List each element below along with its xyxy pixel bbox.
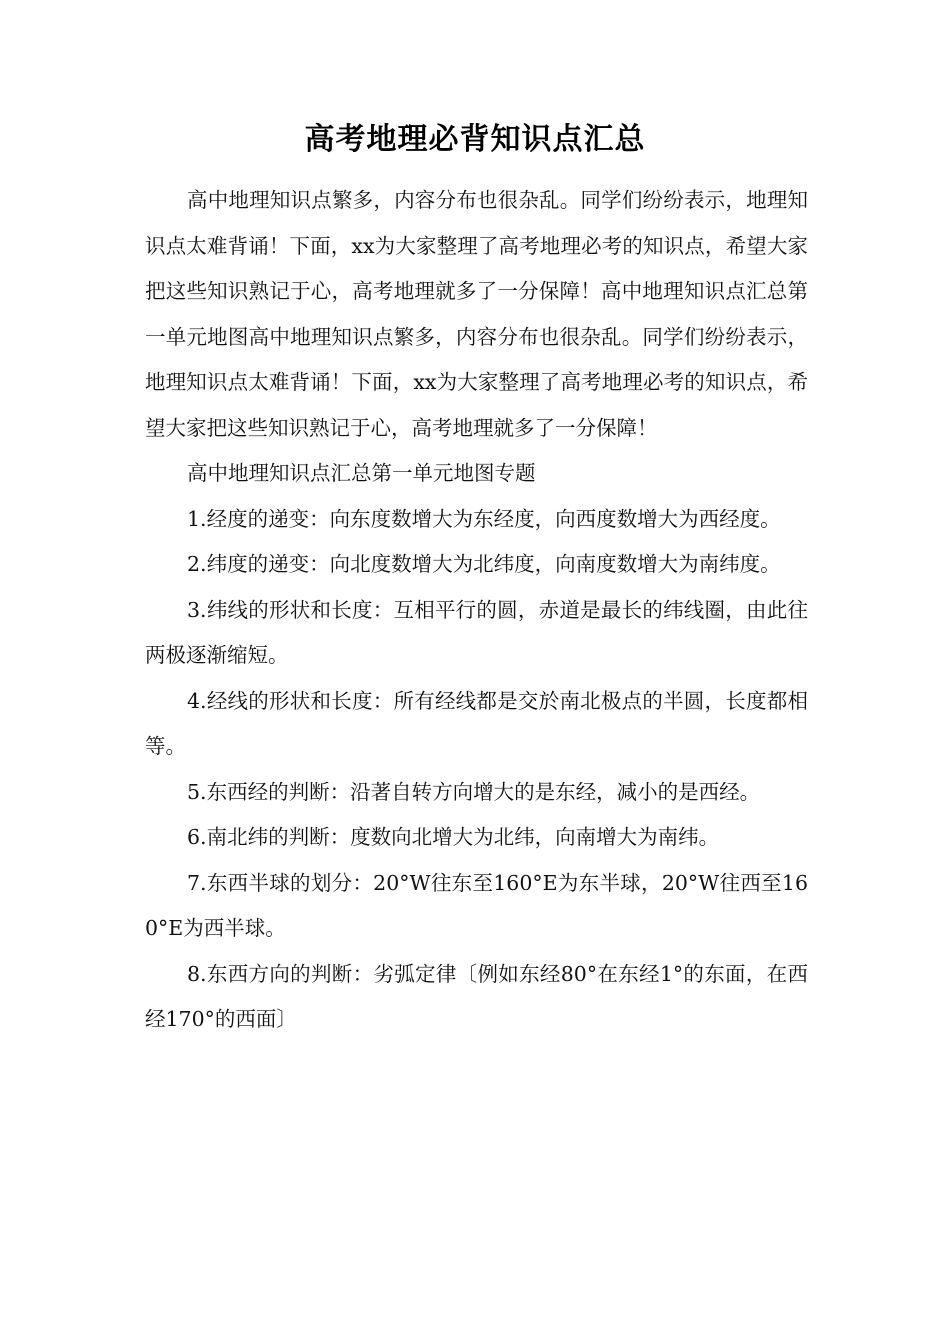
list-item-3: 3.纬线的形状和长度：互相平行的圆，赤道是最长的纬线圈，由此往两极逐渐缩短。: [145, 597, 808, 667]
section-heading: 高中地理知识点汇总第一单元地图专题: [187, 461, 536, 485]
list-item-8: 8.东西方向的判断：劣弧定律〔例如东经80°在东经1°的东面，在西经170°的西面〕: [145, 961, 808, 1031]
list-item-6: 6.南北纬的判断：度数向北增大为北纬，向南增大为南纬。: [187, 825, 720, 849]
list-item-7: 7.东西半球的划分：20°W往东至160°E为东半球，20°W往西至160°E为西半球。: [145, 870, 808, 940]
document-title: 高考地理必背知识点汇总: [304, 122, 646, 157]
list-item-2: 2.纬度的递变：向北度数增大为北纬度，向南度数增大为南纬度。: [187, 552, 781, 576]
list-item-1: 1.经度的递变：向东度数增大为东经度，向西度数增大为西经度。: [187, 506, 781, 531]
list-item-5: 5.东西经的判断：沿著自转方向增大的是东经，减小的是西经。: [187, 779, 761, 804]
list-item-4: 4.经线的形状和长度：所有经线都是交於南北极点的半圆，长度都相等。: [145, 688, 808, 758]
document-body: [145, 178, 808, 1043]
intro-paragraph: 高中地理知识点繁多，内容分布也很杂乱。同学们纷纷表示，地理知识点太难背诵！下面，xx为大家整理了高考地理必考的知识点，希望大家把这些知识熟记于心，高考地理就多了一分保障！高中地理知识点汇总第一单元地图高中地理知识点繁多，内容分布也很杂乱。同学们纷纷表示，地理知识点太难背诵！下面，xx为大家整理了高考地理必考的知识点，希望大家把这些知识熟记于心，高考地理就多了一分保障！: [145, 188, 808, 440]
